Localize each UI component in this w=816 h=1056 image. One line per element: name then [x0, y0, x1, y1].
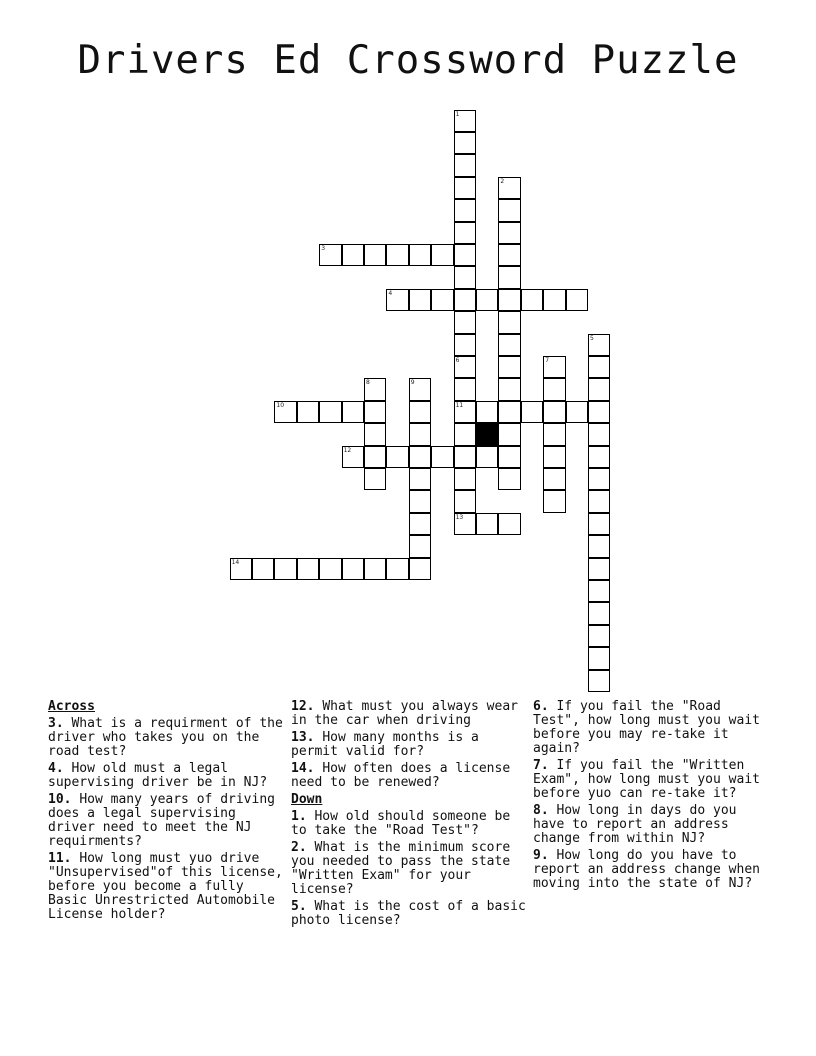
clues-column-1	[48, 700, 284, 925]
grid-cell[interactable]	[454, 378, 476, 400]
clues-column-3	[533, 700, 769, 894]
grid-cell[interactable]	[319, 558, 341, 580]
grid-cell[interactable]	[409, 513, 431, 535]
grid-cell[interactable]	[543, 401, 565, 423]
clue-number: 2.	[291, 840, 307, 855]
clue-item	[291, 762, 527, 790]
clue-text: How often does a license need to be renewed?	[291, 761, 511, 790]
page-title: Drivers Ed Crossword Puzzle	[77, 38, 739, 83]
cell-number: 13	[455, 513, 464, 521]
grid-cell[interactable]	[588, 378, 610, 400]
clue-item	[533, 804, 769, 846]
grid-cell[interactable]	[454, 132, 476, 154]
grid-cell[interactable]	[364, 244, 386, 266]
clue-item	[48, 793, 284, 849]
grid-cell[interactable]	[588, 468, 610, 490]
cell-number: 6	[455, 357, 460, 364]
clue-item	[48, 717, 284, 759]
clue-number: 9.	[533, 848, 549, 863]
clue-text: How long in days do you have to report an address change from within NJ?	[533, 803, 737, 846]
grid-cell[interactable]	[409, 244, 431, 266]
grid-cell[interactable]	[588, 423, 610, 445]
grid-cell[interactable]	[409, 423, 431, 445]
grid-cell[interactable]	[252, 558, 274, 580]
clue-number: 13.	[291, 730, 315, 745]
grid-cell[interactable]	[588, 446, 610, 468]
grid-cell[interactable]	[342, 244, 364, 266]
cell-number: 5	[590, 334, 594, 342]
grid-cell[interactable]	[476, 401, 498, 423]
grid-cell[interactable]	[543, 378, 565, 400]
cell-number: 14	[231, 558, 240, 566]
grid-cell[interactable]	[454, 266, 476, 288]
grid-cell[interactable]	[498, 401, 520, 423]
clue-text: What is the cost of a basic photo license?	[291, 899, 526, 928]
down-heading: Down	[291, 792, 323, 807]
cell-number: 7	[545, 357, 550, 364]
grid-cell[interactable]	[386, 558, 408, 580]
clue-item	[291, 900, 527, 928]
clue-item	[291, 841, 527, 897]
clue-text: How long must yuo drive "Unsupervised"of this license, before you become a fully Basic Unrestricted Automobile License holder?	[48, 851, 283, 922]
grid-cell[interactable]	[297, 401, 319, 423]
grid-cell[interactable]	[319, 401, 341, 423]
grid-cell[interactable]	[409, 401, 431, 423]
grid-cell[interactable]	[431, 289, 453, 311]
cell-number: 8	[366, 379, 370, 387]
grid-cell[interactable]	[521, 289, 543, 311]
grid-cell[interactable]	[342, 558, 364, 580]
grid-cell[interactable]	[364, 423, 386, 445]
grid-cell[interactable]	[498, 468, 520, 490]
grid-cell[interactable]	[431, 446, 453, 468]
grid-cell[interactable]	[498, 513, 520, 535]
clue-text: If you fail the "Road Test", how long must you wait before you may re-take it again?	[533, 699, 760, 756]
grid-cell[interactable]	[588, 602, 610, 624]
grid-cell[interactable]	[588, 490, 610, 512]
clue-item	[533, 759, 769, 801]
grid-cell[interactable]	[454, 468, 476, 490]
clue-number: 3.	[48, 716, 64, 731]
grid-cell[interactable]	[454, 222, 476, 244]
cell-number: 1	[455, 110, 460, 118]
grid-cell[interactable]	[566, 289, 588, 311]
grid-cell[interactable]	[498, 423, 520, 445]
grid-cell[interactable]	[454, 244, 476, 266]
grid-cell[interactable]	[543, 446, 565, 468]
grid-cell[interactable]	[454, 289, 476, 311]
grid-cell[interactable]	[454, 177, 476, 199]
grid-cell[interactable]	[588, 625, 610, 647]
clue-text: How many years of driving does a legal supervising driver need to meet the NJ requirments?	[48, 792, 275, 849]
grid-cell[interactable]	[498, 244, 520, 266]
grid-cell[interactable]	[498, 266, 520, 288]
grid-cell[interactable]	[297, 558, 319, 580]
clue-number: 5.	[291, 899, 307, 914]
cell-number: 3	[321, 245, 326, 252]
grid-cell[interactable]	[588, 580, 610, 602]
clue-item	[291, 700, 527, 728]
clue-text: What is the minimum score you needed to pass the state "Written Exam" for your license?	[291, 840, 511, 897]
grid-cell[interactable]	[454, 423, 476, 445]
grid-cell[interactable]	[588, 535, 610, 557]
clue-number: 8.	[533, 803, 549, 818]
grid-cell[interactable]	[476, 446, 498, 468]
clue-text: If you fail the "Written Exam", how long must you wait before yuo can re-take it?	[533, 758, 760, 801]
grid-cell[interactable]	[588, 356, 610, 378]
grid-cell[interactable]	[364, 558, 386, 580]
grid-cell[interactable]	[364, 468, 386, 490]
clue-item	[48, 852, 284, 922]
grid-cell[interactable]	[431, 244, 453, 266]
clues-column-2	[291, 700, 527, 931]
clue-number: 12.	[291, 699, 315, 714]
clue-number: 11.	[48, 851, 72, 866]
grid-cell[interactable]	[498, 199, 520, 221]
grid-cell[interactable]	[274, 558, 296, 580]
clue-item	[291, 731, 527, 759]
grid-cell[interactable]	[498, 289, 520, 311]
grid-cell[interactable]	[498, 446, 520, 468]
grid-cell[interactable]	[543, 490, 565, 512]
clue-number: 4.	[48, 761, 64, 776]
cell-number: 4	[388, 289, 393, 297]
clue-text: How old must a legal supervising driver be in NJ?	[48, 761, 268, 790]
cell-number: 12	[343, 446, 352, 454]
grid-cell[interactable]	[364, 446, 386, 468]
clue-number: 10.	[48, 792, 72, 807]
grid-cell[interactable]	[386, 446, 408, 468]
cell-number: 2	[500, 177, 505, 185]
grid-cell[interactable]	[498, 311, 520, 333]
grid-cell[interactable]	[498, 222, 520, 244]
clue-item	[533, 849, 769, 891]
grid-cell[interactable]	[588, 401, 610, 423]
cell-number: 9	[410, 379, 415, 387]
clue-text: How old should someone be to take the "Road Test"?	[291, 809, 511, 838]
grid-cell[interactable]	[588, 647, 610, 669]
grid-cell[interactable]	[342, 401, 364, 423]
clue-number: 7.	[533, 758, 549, 773]
grid-cell[interactable]	[521, 401, 543, 423]
grid-cell[interactable]	[588, 558, 610, 580]
clue-item	[533, 700, 769, 756]
grid-cell[interactable]	[454, 154, 476, 176]
grid-cell[interactable]	[409, 558, 431, 580]
grid-cell[interactable]	[409, 535, 431, 557]
grid-cell[interactable]	[476, 289, 498, 311]
grid-cell[interactable]	[566, 401, 588, 423]
grid-cell[interactable]	[409, 446, 431, 468]
cell-number: 11	[455, 401, 464, 409]
grid-cell[interactable]	[454, 490, 476, 512]
grid-cell[interactable]	[454, 199, 476, 221]
grid-cell[interactable]	[364, 401, 386, 423]
grid-cell[interactable]	[498, 334, 520, 356]
grid-cell[interactable]	[454, 311, 476, 333]
clue-text: How long do you have to report an address change when moving into the state of NJ?	[533, 848, 760, 891]
grid-cell[interactable]	[498, 356, 520, 378]
grid-cell[interactable]	[588, 670, 610, 692]
grid-cell[interactable]	[476, 513, 498, 535]
grid-cell[interactable]	[454, 334, 476, 356]
clue-item	[291, 810, 527, 838]
grid-cell[interactable]	[409, 289, 431, 311]
clue-text: What must you always wear in the car when driving	[291, 699, 518, 728]
grid-cell[interactable]	[454, 446, 476, 468]
clue-number: 1.	[291, 809, 307, 824]
grid-cell[interactable]	[543, 289, 565, 311]
clue-number: 6.	[533, 699, 549, 714]
grid-cell[interactable]	[543, 468, 565, 490]
clue-number: 14.	[291, 761, 315, 776]
clue-text: What is a requirment of the driver who takes you on the road test?	[48, 716, 283, 759]
grid-cell[interactable]	[588, 513, 610, 535]
grid-cell[interactable]	[386, 244, 408, 266]
cell-number: 10	[276, 401, 285, 409]
grid-cell[interactable]	[409, 490, 431, 512]
grid-cell[interactable]	[498, 378, 520, 400]
across-heading: Across	[48, 699, 95, 714]
clue-item	[48, 762, 284, 790]
clue-text: How many months is a permit valid for?	[291, 730, 479, 759]
grid-cell[interactable]	[409, 468, 431, 490]
black-cell	[476, 423, 498, 445]
grid-cell[interactable]	[543, 423, 565, 445]
